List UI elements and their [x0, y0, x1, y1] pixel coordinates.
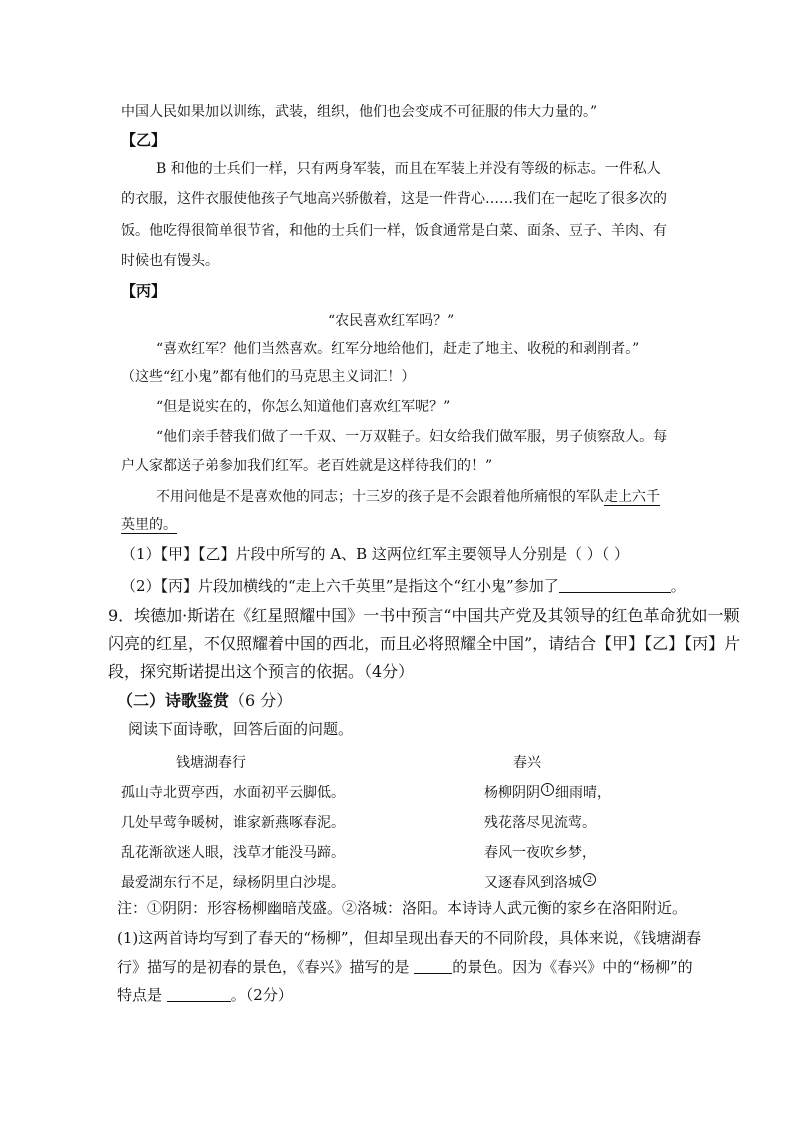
yi-line-4: 时候也有馒头。 — [121, 253, 219, 269]
poem-2-line-2: 残花落尽见流莺。 — [484, 815, 596, 831]
poem-question-line-1: (1)这两首诗均写到了春天的“杨柳”，但却呈现出春天的不同阶段，具体来说，《钱塘湖春 — [117, 929, 702, 947]
yi-line-3: 饭。他吃得很简单很节省，和他的士兵们一样，饭食通常是白菜、面条、豆子、羊肉、有 — [121, 223, 667, 239]
question-2 — [121, 578, 686, 594]
footnote-marker-1 — [541, 783, 554, 796]
poem-question-line-3 — [117, 987, 293, 1003]
yi-line-1: B 和他的士兵们一样，只有两身军装，而且在军装上并没有等级的标志。一件私人 — [156, 161, 661, 177]
section-2-title: （二）诗歌鉴赏 — [117, 691, 230, 710]
footnote-marker-2-number: 2 — [586, 875, 593, 884]
poem-1-line-1: 孤山寺北贾亭西，水面初平云脚低。 — [121, 785, 345, 801]
answer-blank-q2[interactable] — [559, 578, 671, 593]
yi-line-2: 的衣服，这件衣服使他孩子气地高兴骄傲着，这是一件背心……我们在一起吃了很多次的 — [121, 191, 667, 207]
question-1: （1）【甲】【乙】片段中所写的 A、B 这两位红军主要领导人分别是（ ）（ ） — [121, 545, 629, 563]
poem-2-line-1 — [484, 782, 611, 802]
bing-last-para-line-1 — [156, 490, 660, 504]
answer-blank-season[interactable] — [414, 959, 452, 974]
poem-2-line-4-a: 又逐春风到洛城 — [484, 875, 582, 891]
bing-line-5: 户人家都送子弟参加我们红军。老百姓就是这样待我们的！” — [121, 458, 493, 474]
poem-1-line-2: 几处早莺争暖树，谁家新燕啄春泥。 — [121, 815, 345, 831]
bing-line-2: （这些“红小鬼”都有他们的马克思主义词汇！） — [121, 369, 416, 385]
poem-question-line-2 — [117, 959, 693, 975]
footnote-marker-1-number: 1 — [544, 785, 551, 794]
bing-heading: 【丙】 — [121, 282, 167, 300]
section-2-heading — [117, 693, 292, 709]
poem-1-title: 钱塘湖春行 — [176, 755, 246, 771]
section-2-intro: 阅读下面诗歌，回答后面的问题。 — [128, 720, 354, 738]
section-2-score: （6 分） — [229, 691, 293, 710]
question-9-line-2: 闪亮的红星，不仅照耀着中国的西北，而且必将照耀全中国”，请结合【甲】【乙】【丙】片 — [108, 634, 741, 653]
footnote-marker-2 — [583, 873, 596, 886]
poem-2-line-3: 春风一夜吹乡梦， — [484, 845, 596, 861]
poem-2-line-4 — [484, 872, 597, 892]
poem-question-line-3-b: 。（2分） — [230, 986, 293, 1004]
yi-heading: 【乙】 — [121, 131, 167, 149]
question-9-line-3: 段，探究斯诺提出这个预言的依据。（4分） — [108, 662, 415, 681]
jia-tail-line: 中国人民如果加以训练，武装，组织，他们也会变成不可征服的伟大力量的。” — [121, 104, 598, 120]
poem-notes: 注：①阴阴：形容杨柳幽暗茂盛。②洛城：洛阳。本诗诗人武元衡的家乡在洛阳附近。 — [117, 899, 688, 917]
question-9-line-1: 9．埃德加·斯诺在《红星照耀中国》一书中预言“中国共产党及其领导的红色革命犹如一颗 — [108, 606, 740, 625]
poem-1-line-4: 最爱湖东行不足，绿杨阴里白沙堤。 — [121, 875, 345, 891]
poem-question-line-2-b: 的景色。因为《春兴》中的“杨柳”的 — [452, 958, 693, 976]
poem-question-line-3-a: 特点是 — [117, 986, 167, 1004]
bing-last-para-line-2 — [121, 518, 177, 532]
question-2-end: 。 — [670, 577, 686, 595]
bing-center-line: “农民喜欢红军吗？” — [328, 313, 455, 329]
poem-2-line-1-a: 杨柳阴阴 — [484, 785, 540, 801]
bing-underlined-text-2: 英里的。 — [121, 517, 177, 533]
bing-last-para-plain: 不用问他是不是喜欢他的同志；十三岁的孩子是不会跟着他所痛恨的军队 — [156, 489, 604, 505]
poem-1-line-3: 乱花渐欲迷人眼，浅草才能没马蹄。 — [121, 845, 345, 861]
bing-line-3: “但是说实在的，你怎么知道他们喜欢红军呢？” — [156, 399, 451, 415]
poem-question-line-2-a: 行》描写的是初春的景色，《春兴》描写的是 — [117, 958, 415, 976]
poem-2-title: 春兴 — [513, 755, 541, 771]
bing-line-4: “他们亲手替我们做了一千双、一万双鞋子。妇女给我们做军服，男子侦察敌人。每 — [156, 429, 668, 445]
poem-2-line-1-b: 细雨晴， — [555, 785, 611, 801]
bing-underlined-text-1: 走上六千 — [604, 489, 660, 505]
answer-blank-willow-feature[interactable] — [167, 987, 231, 1002]
question-2-text: （2）【丙】片段加横线的“走上六千英里”是指这个“红小鬼”参加了 — [121, 577, 559, 595]
bing-line-1: “喜欢红军？他们当然喜欢。红军分地给他们，赶走了地主、收税的和剥削者。” — [156, 341, 640, 357]
